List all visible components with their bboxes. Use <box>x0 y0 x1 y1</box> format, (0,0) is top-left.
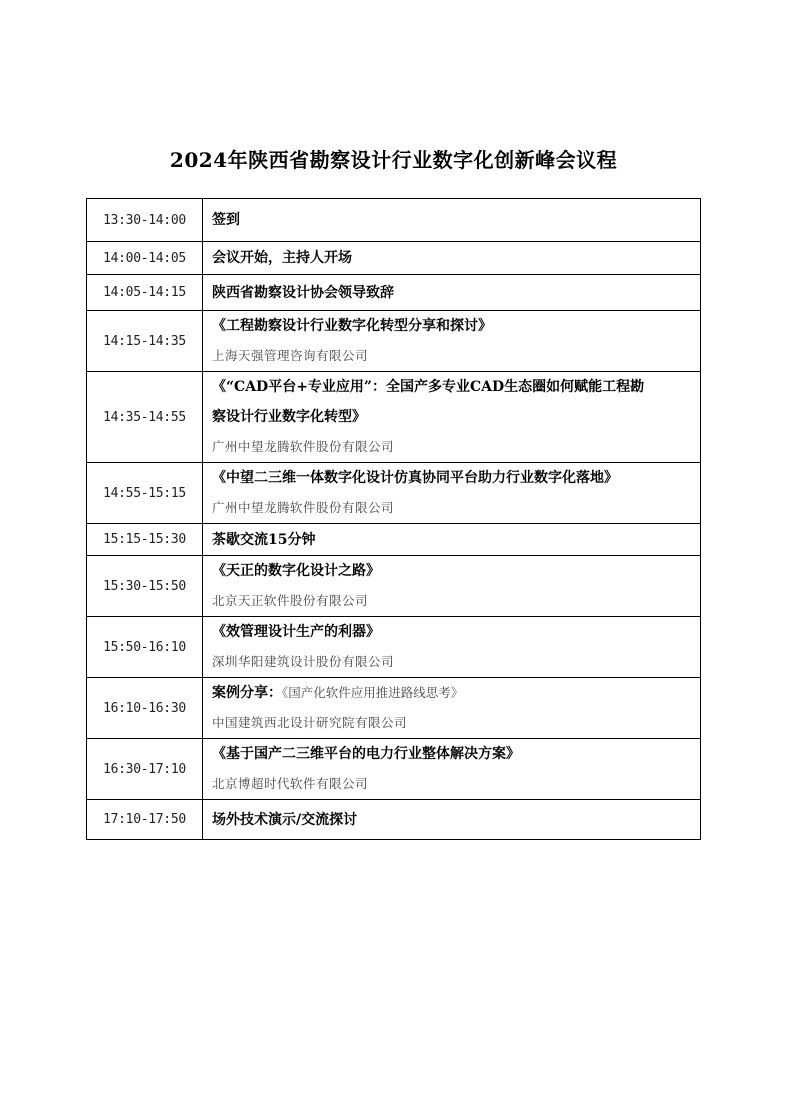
session-title: 《“CAD平台+专业应用”：全国产多专业CAD生态圈如何赋能工程勘 <box>212 379 645 395</box>
case-share-label: 案例分享： <box>212 685 282 701</box>
session-cell <box>203 242 701 275</box>
speaker-organization: 北京博超时代软件有限公司 <box>212 776 369 791</box>
session-title: 《国产化软件应用推进路线思考》 <box>282 685 464 700</box>
session-title-line <box>212 678 694 708</box>
session-cell <box>203 556 701 617</box>
time-cell: 15:30-15:50 <box>87 556 203 617</box>
table-row <box>87 556 701 617</box>
time-cell: 14:15-14:35 <box>87 311 203 372</box>
speaker-organization: 深圳华阳建筑设计股份有限公司 <box>212 654 395 669</box>
session-cell <box>203 372 701 463</box>
session-title: 《基于国产二三维平台的电力行业整体解决方案》 <box>212 746 520 762</box>
session-cell <box>203 524 701 556</box>
session-cell <box>203 800 701 840</box>
table-row <box>87 275 701 311</box>
session-title: 场外技术演示/交流探讨 <box>212 811 358 828</box>
session-title-continued: 察设计行业数字化转型》 <box>212 409 366 425</box>
table-row <box>87 311 701 372</box>
time-cell: 14:35-14:55 <box>87 372 203 463</box>
session-title: 陕西省勘察设计协会领导致辞 <box>212 284 394 301</box>
time-cell: 13:30-14:00 <box>87 199 203 242</box>
table-row <box>87 739 701 800</box>
session-title: 《效管理设计生产的利器》 <box>212 624 380 640</box>
time-cell: 15:15-15:30 <box>87 524 203 556</box>
table-row <box>87 372 701 463</box>
session-title: 签到 <box>212 212 240 228</box>
time-cell: 14:55-15:15 <box>87 463 203 524</box>
session-cell <box>203 199 701 242</box>
speaker-organization: 北京天正软件股份有限公司 <box>212 593 369 608</box>
table-row <box>87 463 701 524</box>
session-cell <box>203 617 701 678</box>
table-row <box>87 617 701 678</box>
session-cell <box>203 678 701 739</box>
time-cell: 14:05-14:15 <box>87 275 203 311</box>
table-row <box>87 524 701 556</box>
speaker-organization: 广州中望龙腾软件股份有限公司 <box>212 500 395 515</box>
session-title: 《天正的数字化设计之路》 <box>212 563 380 579</box>
session-title: 《工程勘察设计行业数字化转型分享和探讨》 <box>212 318 492 334</box>
session-cell <box>203 739 701 800</box>
time-cell: 14:00-14:05 <box>87 242 203 275</box>
page-title: 2024年陕西省勘察设计行业数字化创新峰会议程 <box>169 148 618 172</box>
speaker-organization: 中国建筑西北设计研究院有限公司 <box>212 715 408 730</box>
time-cell: 15:50-16:10 <box>87 617 203 678</box>
table-row <box>87 242 701 275</box>
speaker-organization: 广州中望龙腾软件股份有限公司 <box>212 439 395 454</box>
agenda-table <box>86 198 701 840</box>
session-title: 会议开始，主持人开场 <box>212 250 352 266</box>
table-row <box>87 678 701 739</box>
table-row <box>87 199 701 242</box>
session-title: 《中望二三维一体数字化设计仿真协同平台助力行业数字化落地》 <box>212 470 618 486</box>
session-cell <box>203 275 701 311</box>
table-row <box>87 800 701 840</box>
session-cell <box>203 311 701 372</box>
speaker-organization: 上海天强管理咨询有限公司 <box>212 348 369 363</box>
time-cell: 17:10-17:50 <box>87 800 203 840</box>
time-cell: 16:30-17:10 <box>87 739 203 800</box>
time-cell: 16:10-16:30 <box>87 678 203 739</box>
session-title: 茶歇交流15分钟 <box>212 531 316 548</box>
session-cell <box>203 463 701 524</box>
